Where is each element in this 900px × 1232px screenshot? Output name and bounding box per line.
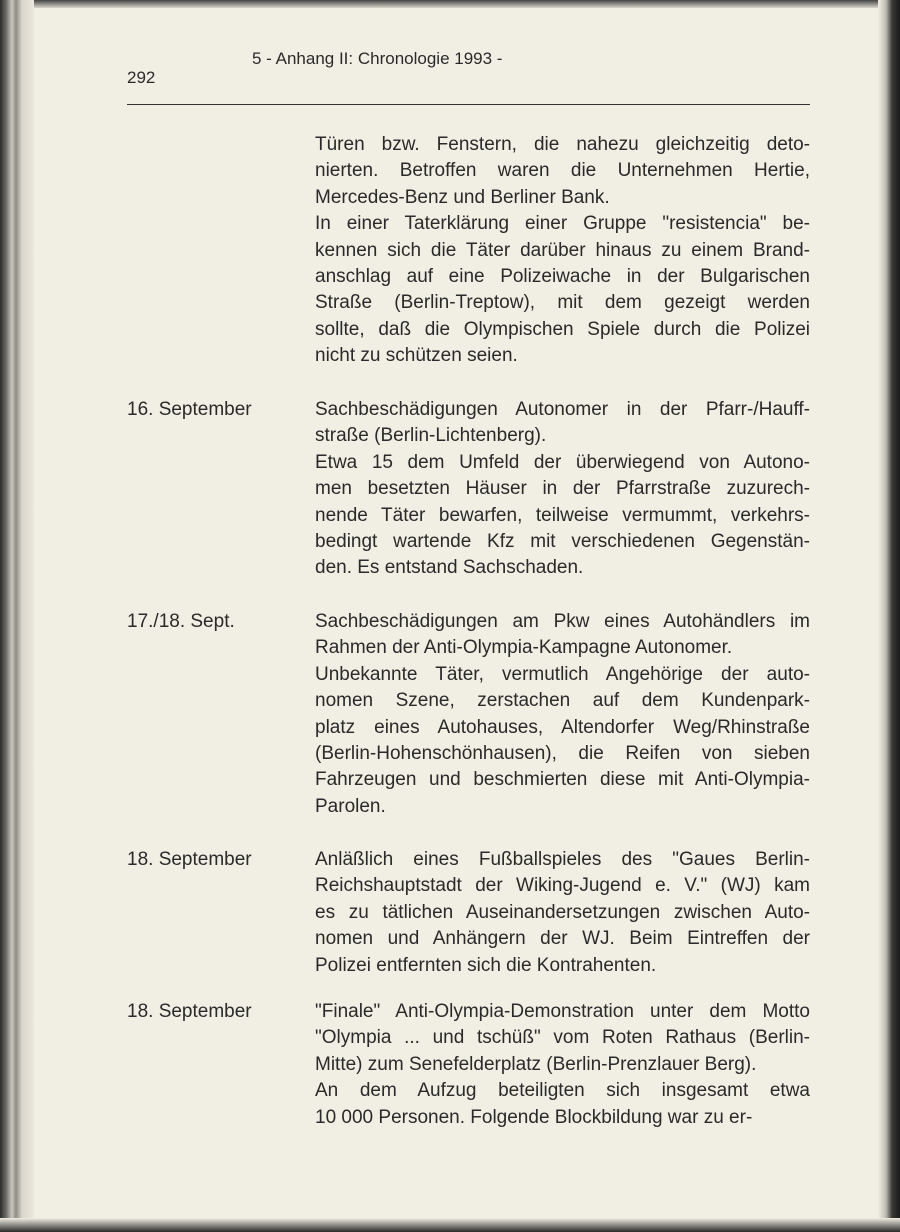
entry-date: 16. September [127, 399, 252, 420]
text-line: den. Es entstand Sachschaden. [315, 557, 584, 579]
text-line: Türen bzw. Fenstern, die nahezu gleichzeitig deto- [315, 134, 810, 155]
text-line: Sachbeschädigungen Autonomer in der Pfarr-/Hauff- [315, 399, 810, 420]
text-line: "Finale" Anti-Olympia-Demonstration unter dem Motto [315, 1001, 810, 1022]
text-line: Anläßlich eines Fußballspieles des "Gaues Berlin- [315, 849, 810, 870]
text-line: men besetzten Häuser in der Pfarrstraße zuzurech- [315, 478, 810, 500]
page-right-edge [878, 0, 900, 1232]
text-line: In einer Taterklärung einer Gruppe "resistencia" be- [315, 213, 810, 235]
entry-text [315, 609, 810, 820]
entry-text [315, 397, 810, 582]
text-line: Reichshauptstadt der Wiking-Jugend e. V." (WJ) kam [315, 875, 810, 897]
text-line: "Olympia ... und tschüß" vom Roten Rathaus (Berlin- [315, 1027, 810, 1049]
text-line: nomen und Anhängern der WJ. Beim Eintreffen der [315, 928, 810, 950]
running-head: 5 - Anhang II: Chronologie 1993 - [252, 49, 503, 68]
text-line: Mercedes-Benz und Berliner Bank. [315, 186, 610, 208]
text-line: Fahrzeugen und beschmierten diese mit Anti-Olympia- [315, 769, 810, 791]
text-line: nomen Szene, zerstachen auf dem Kundenpark- [315, 690, 810, 712]
header-rule [127, 104, 810, 105]
text-line: nende Täter bewarfen, teilweise vermummt, verkehrs- [315, 504, 810, 526]
entry-text [315, 847, 810, 979]
text-line: Straße (Berlin-Treptow), mit dem gezeigt werden [315, 292, 810, 314]
page-number: 292 [127, 68, 156, 87]
text-line: platz eines Autohauses, Altendorfer Weg/Rhinstraße [315, 716, 810, 738]
text-line: straße (Berlin-Lichtenberg). [315, 425, 547, 447]
page-bottom-edge [0, 1218, 900, 1232]
entry-text [315, 999, 810, 1131]
text-line: Etwa 15 dem Umfeld der überwiegend von Autono- [315, 451, 810, 473]
text-line: Mitte) zum Senefelderplatz (Berlin-Prenzlauer Berg). [315, 1053, 757, 1075]
text-line: Unbekannte Täter, vermutlich Angehörige der auto- [315, 663, 810, 685]
text-line: nierten. Betroffen waren die Unternehmen Hertie, [315, 160, 810, 182]
text-line: Sachbeschädigungen am Pkw eines Autohändlers im [315, 611, 810, 632]
text-line: Polizei entfernten sich die Kontrahenten. [315, 954, 657, 976]
text-line: es zu tätlichen Auseinandersetzungen zwischen Auto- [315, 901, 810, 923]
entry-date: 18. September [127, 1001, 252, 1022]
entry-text [315, 132, 810, 370]
text-line: anschlag auf eine Polizeiwache in der Bulgarischen [315, 265, 810, 287]
text-line: 10 000 Personen. Folgende Blockbildung war zu er- [315, 1106, 753, 1128]
text-line: An dem Aufzug beteiligten sich insgesamt etwa [315, 1080, 810, 1102]
text-line: Parolen. [315, 795, 386, 817]
text-line: sollte, daß die Olympischen Spiele durch die Polizei [315, 318, 810, 340]
entry-date: 17./18. Sept. [127, 611, 235, 632]
text-line: nicht zu schützen seien. [315, 345, 518, 367]
book-binding-shadow [0, 0, 34, 1232]
page-top-edge [0, 0, 900, 8]
text-line: bedingt wartende Kfz mit verschiedenen Gegenstän- [315, 530, 810, 552]
text-line: (Berlin-Hohenschönhausen), die Reifen von sieben [315, 742, 810, 764]
text-line: kennen sich die Täter darüber hinaus zu einem Brand- [315, 239, 810, 261]
text-line: Rahmen der Anti-Olympia-Kampagne Autonomer. [315, 637, 733, 659]
entry-date: 18. September [127, 849, 252, 870]
